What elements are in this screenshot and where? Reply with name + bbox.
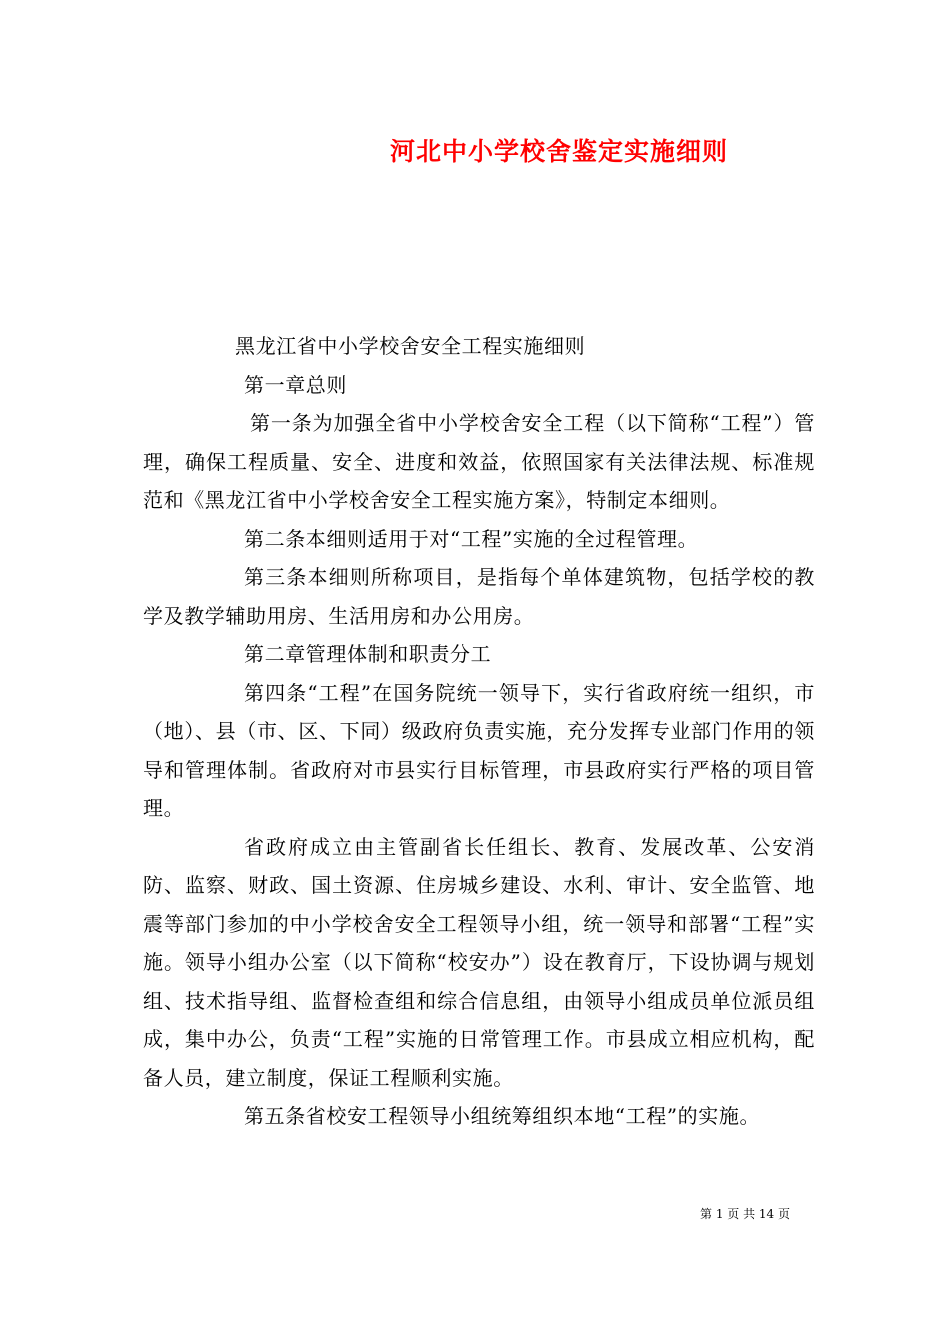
article-paragraph: 第一条为加强全省中小学校舍安全工程（以下简称“工程”）管理，确保工程质量、安全、进度和效益，依照国家有关法律法规、标准规范和《黑龙江省中小学校舍安全工程实施方案》，特制定本细则。 [143,411,815,512]
chapter-heading: 第一章总则 [244,372,347,397]
article-paragraph: 第三条本细则所称项目，是指每个单体建筑物，包括学校的教学及教学辅助用房、生活用房和办公用房。 [143,565,815,628]
page-number-footer: 第 1 页 共 14 页 [700,1207,790,1221]
chapter-heading: 第二章管理体制和职责分工 [244,642,492,666]
document-title: 河北中小学校舍鉴定实施细则 [390,137,729,166]
article-paragraph: 省政府成立由主管副省长任组长、教育、发展改革、公安消防、监察、财政、国土资源、住房城乡建设、水利、审计、安全监管、地震等部门参加的中小学校舍安全工程领导小组，统一领导和部署“工程”实施。领导小组办公室（以下简称“校安办”）设在教育厅，下设协调与规划组、技术指导组、监督检查组和综合信息组，由领导小组成员单位派员组成，集中办公，负责“工程”实施的日常管理工作。市县成立相应机构，配备人员，建立制度，保证工程顺利实施。 [143,834,815,1090]
article-paragraph: 第四条“工程”在国务院统一领导下，实行省政府统一组织，市（地）、县（市、区、下同）级政府负责实施，充分发挥专业部门作用的领导和管理体制。省政府对市县实行目标管理，市县政府实行严格的项目管理。 [143,680,815,820]
article-paragraph: 第二条本细则适用于对“工程”实施的全过程管理。 [244,526,699,551]
document-subtitle: 黑龙江省中小学校舍安全工程实施细则 [235,334,586,358]
article-paragraph: 第五条省校安工程领导小组统筹组织本地“工程”的实施。 [244,1104,761,1128]
document-body [143,327,815,1136]
